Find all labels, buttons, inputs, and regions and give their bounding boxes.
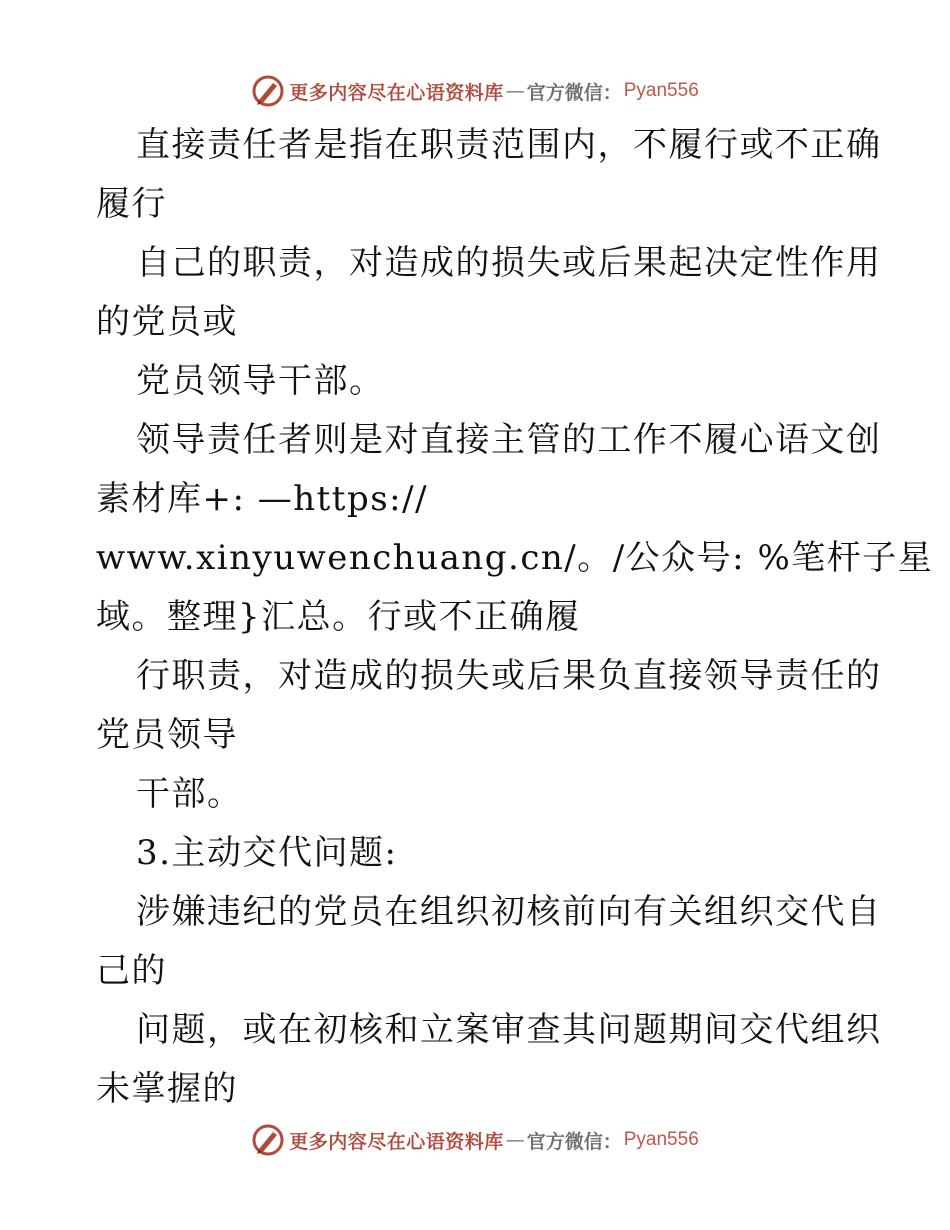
body-line: 履行 bbox=[96, 184, 167, 224]
body-line: 的党员或 bbox=[96, 302, 238, 342]
header-separator: — bbox=[505, 80, 525, 102]
pen-logo-icon bbox=[251, 1123, 285, 1157]
body-line: 素材库+: —https:// bbox=[96, 479, 429, 519]
body-line: 干部。 bbox=[136, 774, 243, 814]
footer-banner bbox=[0, 1120, 950, 1160]
footer-wechat-id: Pyan556 bbox=[623, 1129, 699, 1150]
footer-separator: — bbox=[505, 1129, 525, 1151]
body-line: 领导责任者则是对直接主管的工作不履心语文创 bbox=[136, 420, 882, 460]
pen-logo-icon bbox=[251, 74, 285, 108]
body-line: 域。整理}汇总。行或不正确履 bbox=[96, 597, 581, 637]
header-wechat-id: Pyan556 bbox=[623, 80, 699, 101]
body-line: www.xinyuwenchuang.cn/。/公众号: %笔杆子星 bbox=[96, 538, 934, 578]
body-line: 己的 bbox=[96, 951, 167, 991]
body-line: 3.主动交代问题: bbox=[136, 833, 398, 873]
header-wechat-label: 官方微信： bbox=[526, 81, 622, 104]
document-body bbox=[96, 116, 934, 1119]
header-title: 更多内容尽在心语资料库 bbox=[289, 81, 504, 104]
body-line: 直接责任者是指在职责范围内，不履行或不正确 bbox=[136, 125, 882, 165]
footer-wechat-label: 官方微信： bbox=[526, 1130, 622, 1153]
body-line: 自己的职责，对造成的损失或后果起决定性作用 bbox=[136, 243, 882, 283]
body-line: 党员领导 bbox=[96, 715, 238, 755]
header-banner bbox=[0, 71, 950, 111]
body-line: 涉嫌违纪的党员在组织初核前向有关组织交代自 bbox=[136, 892, 882, 932]
footer-title: 更多内容尽在心语资料库 bbox=[289, 1130, 504, 1153]
body-line: 行职责，对造成的损失或后果负直接领导责任的 bbox=[136, 656, 882, 696]
body-line: 党员领导干部。 bbox=[136, 361, 385, 401]
body-line: 未掌握的 bbox=[96, 1069, 238, 1109]
body-line: 问题，或在初核和立案审查其问题期间交代组织 bbox=[136, 1010, 882, 1050]
